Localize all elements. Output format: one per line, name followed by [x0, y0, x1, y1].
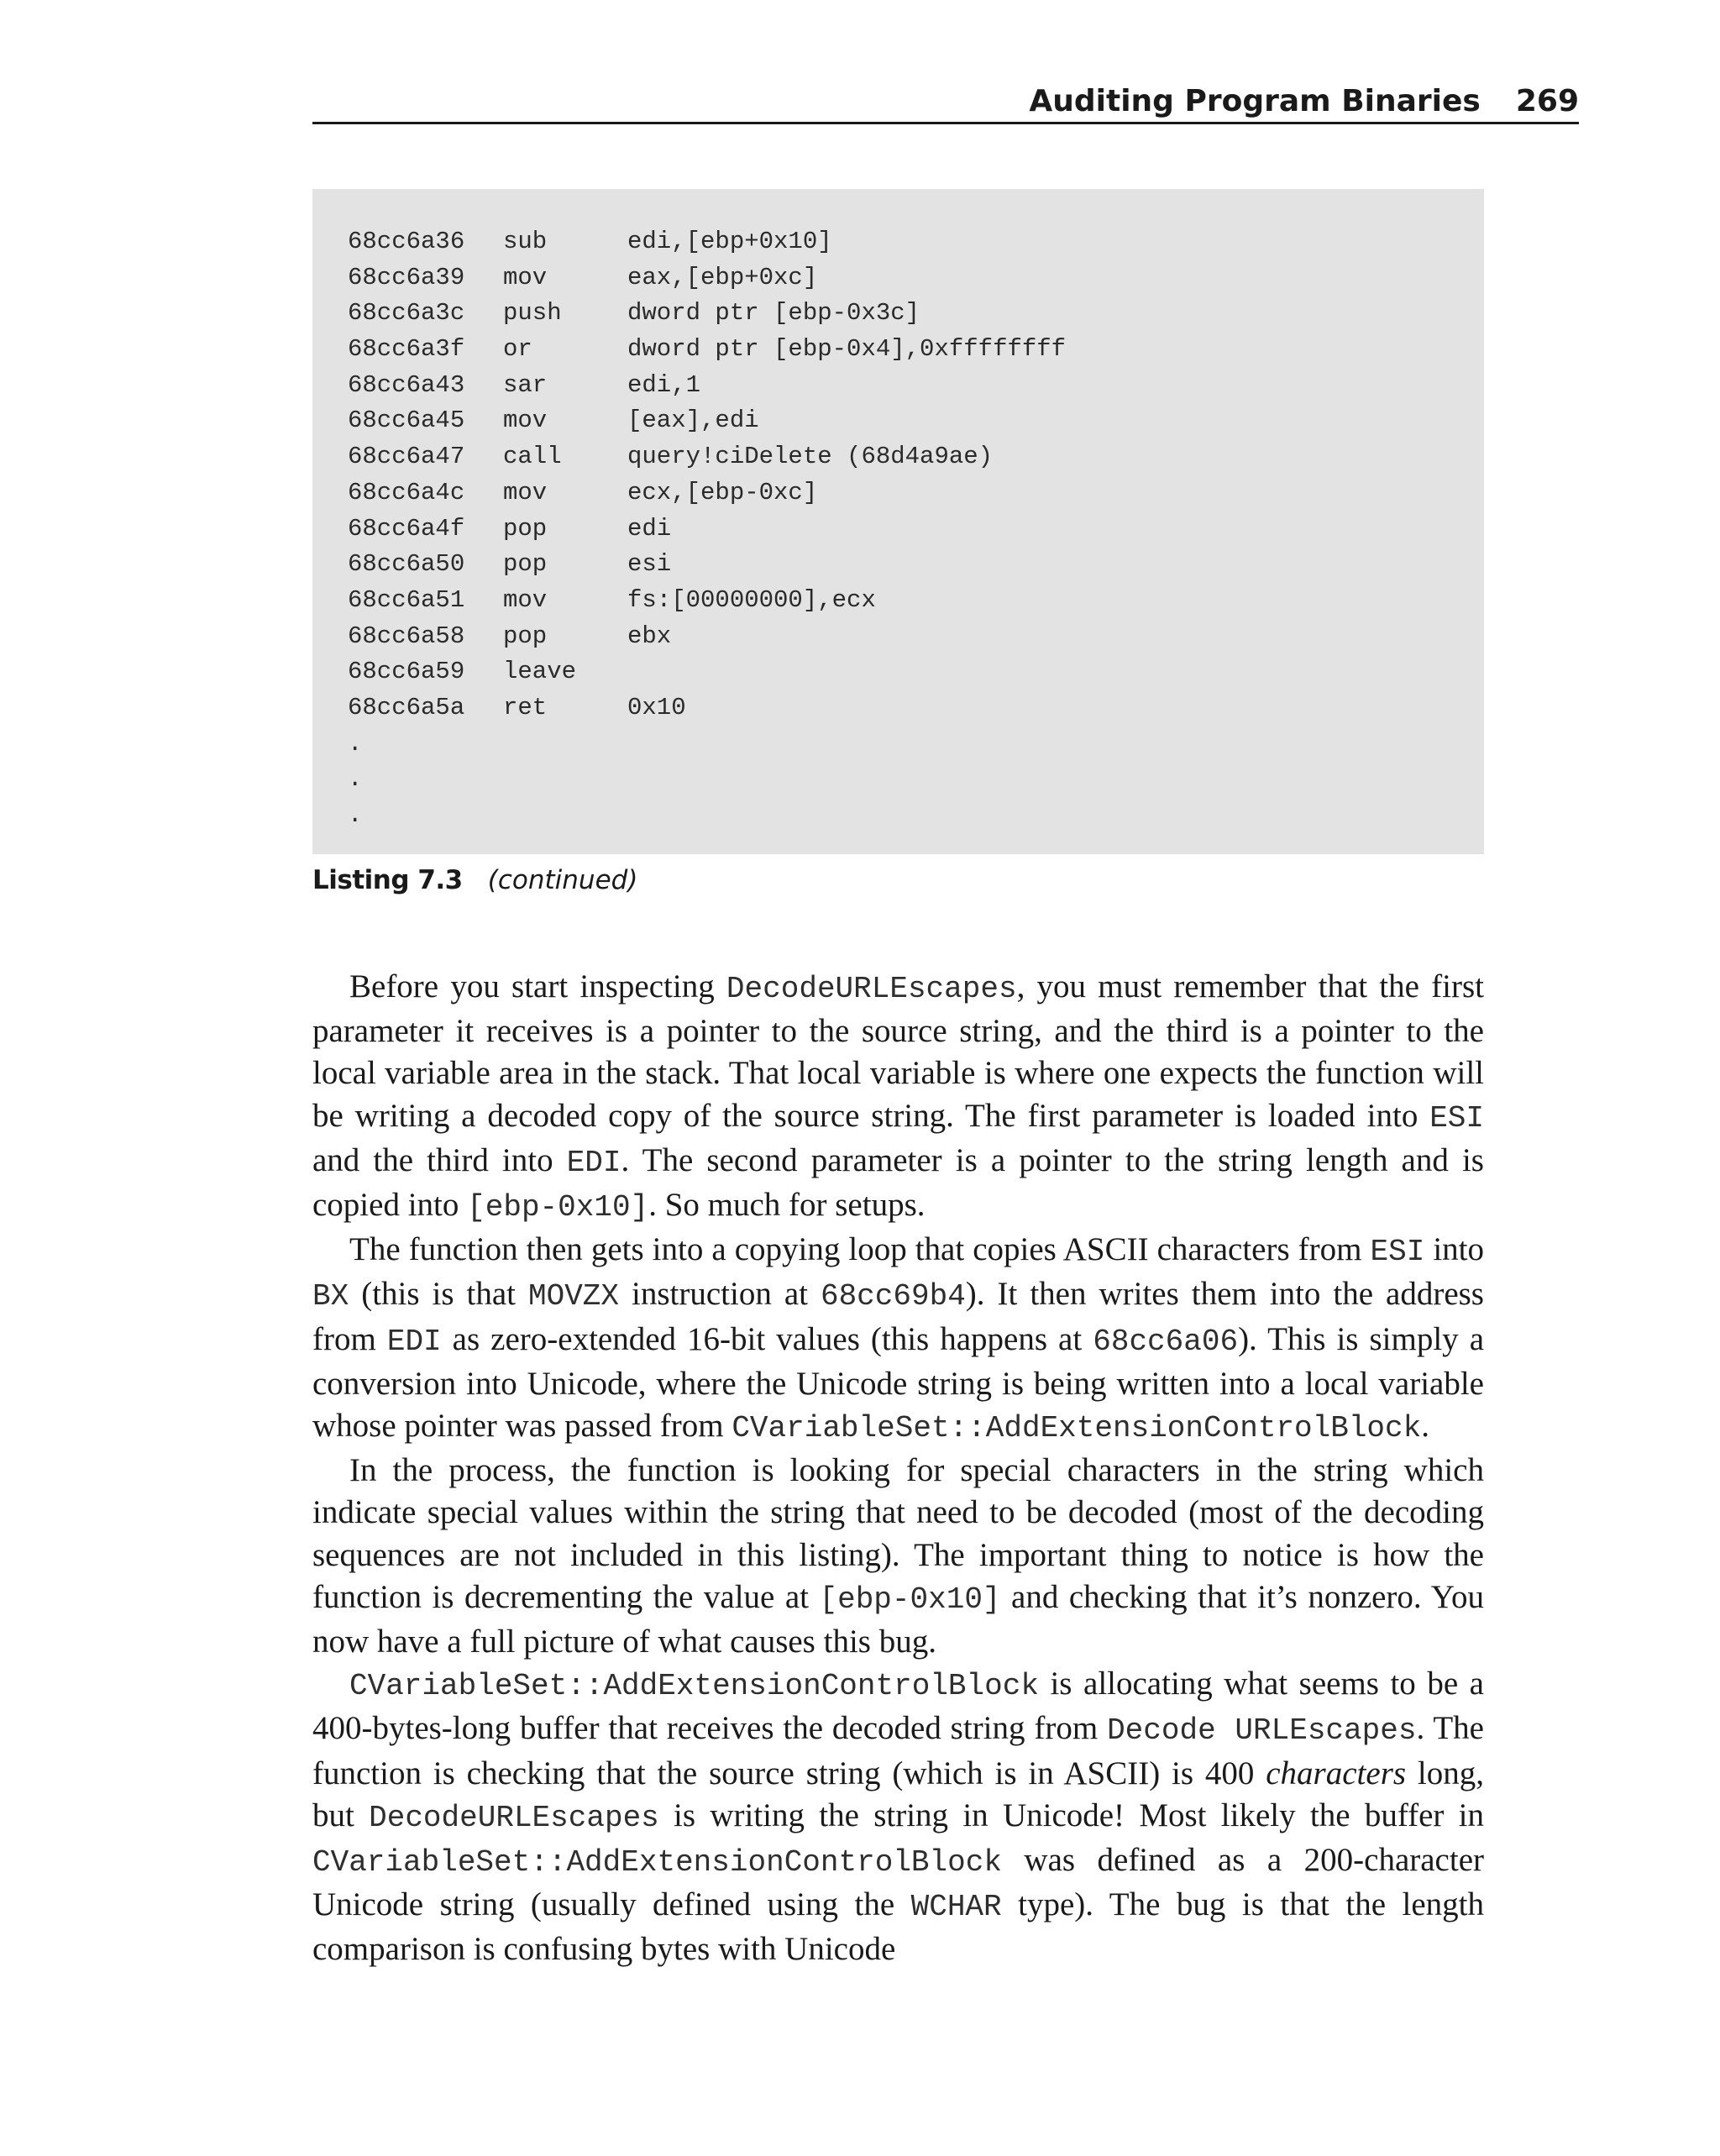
code-ellipsis: . — [348, 765, 363, 794]
text-run: Before you start inspecting — [349, 968, 726, 1005]
code-address: 68cc6a45 — [348, 407, 465, 435]
text-run: type). The bug is that the length comparison is confusing bytes with Unicode — [312, 1886, 1484, 1968]
text-run: ). It then writes them into the address from — [312, 1276, 1484, 1357]
code-operands: edi,1 — [627, 370, 701, 399]
code-opcode: mov — [503, 585, 548, 614]
running-header — [312, 77, 1579, 124]
code-operands: esi — [627, 550, 672, 579]
code-opcode: mov — [503, 407, 548, 435]
text-run: instruction at — [619, 1276, 821, 1313]
code-ellipsis: . — [348, 729, 363, 758]
code-address: 68cc6a4f — [348, 514, 465, 543]
text-run: . — [1421, 1408, 1429, 1445]
code-address: 68cc6a36 — [348, 228, 465, 255]
code-line — [348, 654, 1484, 690]
code-line — [348, 619, 1484, 655]
text-run: In the process, the function is looking for special characters in the string which indicate special values within the string that need to be decoded (most of the decoding sequences are not included in this listing). The important thing to notice is how the function is decrementing the value at — [312, 1452, 1484, 1615]
inline-code: DecodeURLEscapes — [369, 1800, 659, 1835]
code-address: 68cc6a51 — [348, 585, 465, 614]
code-operands: [eax],edi — [627, 407, 759, 435]
paragraph — [312, 1229, 1484, 1450]
code-listing — [312, 189, 1484, 854]
text-run: was defined as a 200-character Unicode string (usually defined using the — [312, 1842, 1484, 1923]
code-operands: eax,[ebp+0xc] — [627, 263, 818, 291]
code-line — [348, 690, 1484, 727]
code-address: 68cc6a59 — [348, 658, 465, 686]
listing-caption — [312, 865, 637, 895]
code-opcode: push — [503, 299, 562, 328]
code-opcode: leave — [503, 658, 577, 686]
inline-code: 68cc6a06 — [1093, 1324, 1239, 1359]
code-address: 68cc6a50 — [348, 550, 465, 579]
code-address: 68cc6a47 — [348, 443, 465, 471]
code-address: 68cc6a43 — [348, 370, 465, 399]
body-text — [312, 966, 1484, 1971]
code-line — [348, 403, 1484, 439]
code-line — [348, 475, 1484, 511]
inline-code: CVariableSet::AddExtensionControlBlock — [349, 1669, 1039, 1704]
code-opcode: pop — [503, 622, 548, 650]
inline-code: BX — [312, 1279, 349, 1314]
paragraph — [312, 1663, 1484, 1970]
code-line — [348, 368, 1484, 404]
paragraph — [312, 966, 1484, 1229]
code-line — [348, 511, 1484, 548]
code-opcode: sub — [503, 228, 548, 255]
inline-code: ESI — [1429, 1100, 1484, 1136]
code-opcode: mov — [503, 478, 548, 506]
code-line — [348, 224, 1484, 260]
inline-code: WCHAR — [910, 1890, 1002, 1925]
text-run: into — [1424, 1231, 1485, 1268]
code-address: 68cc6a4c — [348, 478, 465, 506]
code-operands: dword ptr [ebp-0x4],0xffffffff — [627, 335, 1067, 364]
code-address: 68cc6a39 — [348, 263, 465, 291]
inline-code: 68cc69b4 — [820, 1279, 966, 1314]
text-run: The function then gets into a copying loop that copies ASCII characters from — [349, 1231, 1371, 1268]
text-run: (this is that — [349, 1276, 528, 1313]
text-run: is writing the string in Unicode! Most likely the buffer in — [658, 1797, 1484, 1833]
inline-code: EDI — [386, 1324, 442, 1359]
listing-caption-note: (continued) — [487, 865, 638, 895]
text-run: . So much for setups. — [648, 1187, 926, 1224]
code-line — [348, 332, 1484, 368]
text-run: as zero-extended 16-bit values (this happens at — [441, 1320, 1093, 1357]
text-run: and checking that it’s nonzero. You now have a full picture of what causes this bug. — [312, 1578, 1484, 1660]
code-address: 68cc6a3f — [348, 335, 465, 364]
inline-code: ESI — [1370, 1235, 1425, 1270]
inline-code: EDI — [566, 1145, 621, 1180]
code-opcode: sar — [503, 370, 548, 399]
emphasis: characters — [1266, 1755, 1407, 1791]
text-run: . The second parameter is a pointer to the string length and is copied into — [312, 1141, 1484, 1224]
code-line — [348, 583, 1484, 619]
text-run: and the third into — [312, 1141, 567, 1178]
code-line — [348, 439, 1484, 475]
code-operands: ecx,[ebp-0xc] — [627, 478, 818, 506]
text-run: , you must remember that the first parameter it receives is a pointer to the source string, and the third is a pointer to the local variable area in the stack. That local variable is where one expects the function will be writing a decoded copy of the source string. The first parameter is loaded into — [312, 968, 1484, 1134]
code-operands: 0x10 — [627, 693, 686, 721]
code-opcode: or — [503, 335, 532, 364]
code-line — [348, 260, 1484, 296]
code-address: 68cc6a5a — [348, 693, 465, 721]
code-opcode: pop — [503, 514, 548, 543]
code-operands: edi,[ebp+0x10] — [627, 228, 832, 255]
code-address: 68cc6a58 — [348, 622, 465, 650]
code-operands: ebx — [627, 622, 672, 650]
code-operands: dword ptr [ebp-0x3c] — [627, 299, 920, 328]
code-opcode: mov — [503, 263, 548, 291]
inline-code: CVariableSet::AddExtensionControlBlock — [732, 1411, 1422, 1446]
page-number: 269 — [1515, 84, 1579, 118]
inline-code: DecodeURLEscapes — [726, 972, 1017, 1006]
code-line — [348, 296, 1484, 332]
paragraph — [312, 1450, 1484, 1663]
inline-code: CVariableSet::AddExtensionControlBlock — [312, 1845, 1002, 1881]
listing-caption-label: Listing 7.3 — [312, 865, 463, 895]
inline-code: [ebp-0x10] — [819, 1582, 1001, 1617]
text-run: . The function is checking that the source string (which is in ASCII) is 400 — [312, 1710, 1484, 1791]
code-operands: query!ciDelete (68d4a9ae) — [627, 443, 994, 471]
code-operands: fs:[00000000],ecx — [627, 585, 876, 614]
text-run: long, but — [312, 1755, 1484, 1833]
text-run: ). This is simply a conversion into Unicode, where the Unicode string is being written into a local variable whose pointer was passed from — [312, 1320, 1485, 1445]
running-header-title: Auditing Program Binaries — [1029, 84, 1481, 118]
code-ellipsis: . — [348, 801, 363, 829]
inline-code: MOVZX — [528, 1279, 620, 1314]
code-opcode: call — [503, 443, 562, 471]
text-run: is allocating what seems to be a 400-bytes-long buffer that receives the decoded string from — [312, 1666, 1484, 1747]
code-line — [348, 547, 1484, 583]
code-operands: edi — [627, 514, 672, 543]
inline-code: [ebp-0x10] — [467, 1190, 649, 1225]
code-address: 68cc6a3c — [348, 299, 465, 328]
inline-code: Decode URLEscapes — [1107, 1713, 1417, 1749]
code-opcode: ret — [503, 693, 548, 721]
code-opcode: pop — [503, 550, 548, 579]
